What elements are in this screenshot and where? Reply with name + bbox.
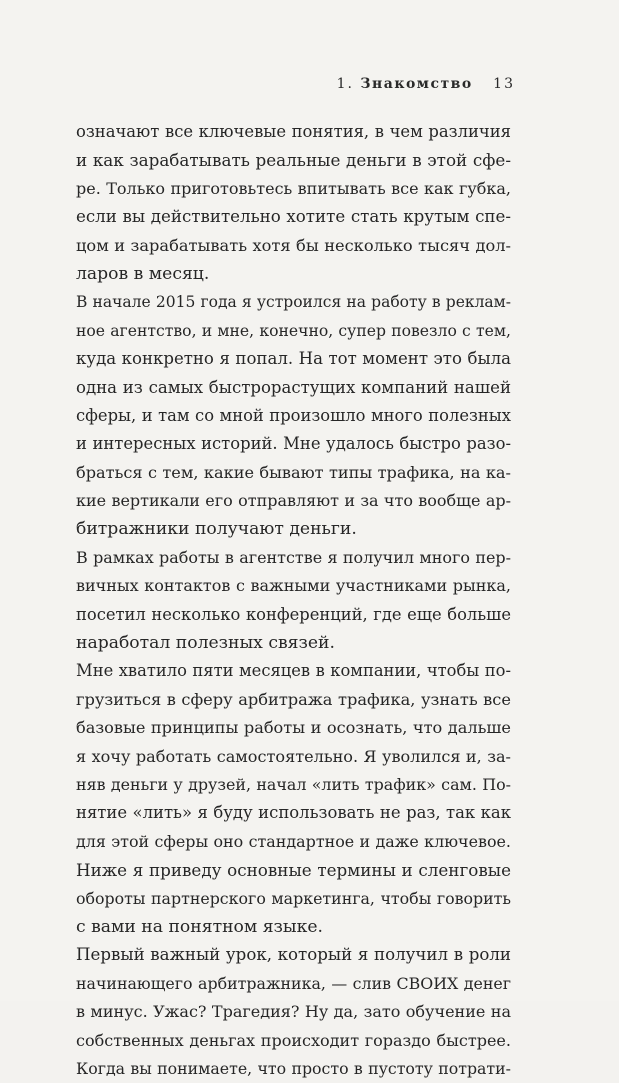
text-line: одна из самых быстрорастущих компаний нашей <box>76 377 511 397</box>
paragraph-4 <box>76 657 511 941</box>
text-line: означают все ключевые понятия, в чем различия <box>76 122 511 141</box>
text-line: и как зарабатывать реальные деньги в этой сфе- <box>76 150 511 171</box>
text-line: В рамках работы в агентстве я получил много пер- <box>76 547 511 567</box>
text-line: кие вертикали его отправляют и за что вообще ар- <box>76 491 511 511</box>
text-line: ре. Только приготовьтесь впитывать все как губка, <box>76 178 511 198</box>
text-line: сферы, и там со мной произошло много полезных <box>76 405 511 425</box>
text-line: Ниже я приведу основные термины и сленговые <box>76 860 511 881</box>
text-line: обороты партнерского маркетинга, чтобы говорить <box>76 888 511 908</box>
text-line: В начале 2015 года я устроился на работу в реклам- <box>76 293 511 312</box>
paragraph-5 <box>76 941 511 1083</box>
text-line: начинающего арбитражника, — слив СВОИХ денег <box>76 973 511 993</box>
text-line: с вами на понятном языке. <box>76 916 323 937</box>
text-line: нятие «лить» я буду использовать не раз, так как <box>76 803 511 823</box>
text-line: вичных контактов с важными участниками рынка, <box>76 576 511 596</box>
text-line: Когда вы понимаете, что просто в пустоту потрати- <box>76 1058 511 1078</box>
text-line: посетил несколько конференций, где еще больше <box>76 604 511 624</box>
text-line: я хочу работать самостоятельно. Я уволился и, за- <box>76 746 511 766</box>
text-line: Мне хватило пяти месяцев в компании, чтобы по- <box>76 661 511 681</box>
paragraph-3 <box>76 544 511 658</box>
chapter-number: 1. <box>336 76 354 92</box>
text-line: Первый важный урок, который я получил в роли <box>76 945 511 965</box>
text-line: грузиться в сферу арбитража трафика, узнать все <box>76 689 511 709</box>
text-line: наработал полезных связей. <box>76 633 335 654</box>
text-line: цом и зарабатывать хотя бы несколько тысяч дол- <box>76 235 511 255</box>
text-line: няв деньги у друзей, начал «лить трафик» сам. По- <box>76 774 511 794</box>
text-line: для этой сферы оно стандартное и даже ключевое. <box>76 831 511 851</box>
text-line: в минус. Ужас? Трагедия? Ну да, зато обучение на <box>76 1002 511 1022</box>
text-line: и интересных историй. Мне удалось быстро разо- <box>76 434 511 454</box>
text-line: базовые принципы работы и осознать, что дальше <box>76 718 511 738</box>
text-line: браться с тем, какие бывают типы трафика, на ка- <box>76 462 511 482</box>
paragraph-2 <box>76 288 511 544</box>
running-header <box>337 76 515 92</box>
paragraph-1 <box>76 118 511 288</box>
text-line: ное агентство, и мне, конечно, супер повезло с тем, <box>76 321 511 340</box>
text-line: куда конкретно я попал. На тот момент это была <box>76 349 511 369</box>
text-line: ларов в месяц. <box>76 263 210 284</box>
text-line: битражники получают деньги. <box>76 519 357 540</box>
text-line: если вы действительно хотите стать крутым спе- <box>76 207 511 227</box>
page-number: 13 <box>493 76 515 92</box>
text-line: собственных деньгах происходит гораздо быстрее. <box>76 1030 511 1050</box>
chapter-title: Знакомство <box>360 76 473 92</box>
body-text <box>76 118 511 1083</box>
